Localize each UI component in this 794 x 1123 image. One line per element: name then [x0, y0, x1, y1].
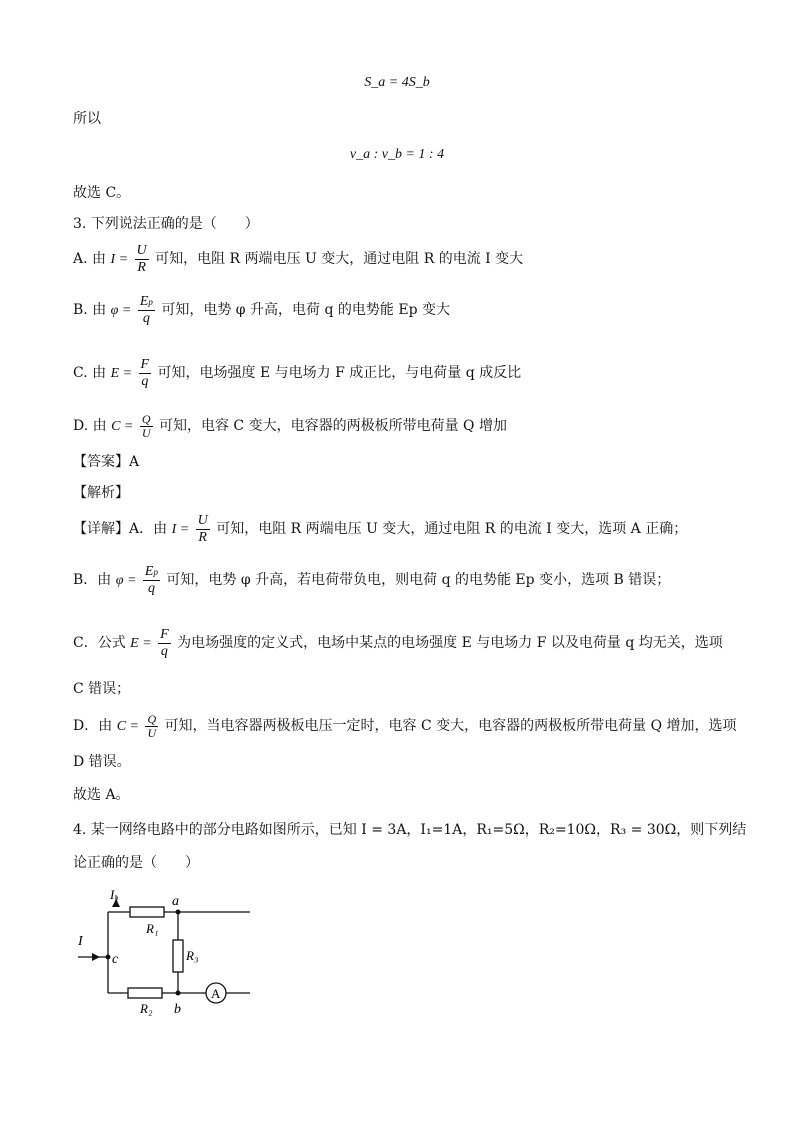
resistor-r2 — [128, 988, 162, 998]
detail-d-continued: D 错误。 — [73, 754, 131, 770]
detail-a-formula-lhs: I = — [171, 522, 190, 537]
detail-c-formula-lhs: E = — [130, 636, 152, 651]
answer-label: 【答案】A — [73, 454, 140, 470]
option-c-formula-lhs: E = — [110, 366, 133, 381]
option-d-formula-lhs: C = — [111, 419, 134, 434]
circuit-diagram — [70, 885, 260, 1030]
q3-stem: 3. 下列说法正确的是（ ） — [73, 216, 259, 232]
fraction-ep-over-q: $\frac{Ep}{q}$ — [139, 293, 153, 326]
detail-d — [73, 708, 737, 744]
resistor-r1 — [130, 907, 164, 917]
resistor-r3 — [173, 940, 183, 972]
text-suoyi: 所以 — [73, 111, 101, 127]
detail-a-prefix: 【详解】A．由 — [73, 521, 168, 537]
detail-b-text: 可知，电势 φ 升高，若电荷带负电，则电荷 q 的电势能 Ep 变小，选项 B 错误； — [166, 572, 671, 588]
option-b-text: 可知，电势 φ 升高，电荷 q 的电势能 Ep 变大 — [161, 302, 450, 318]
detail-a — [73, 510, 687, 548]
q3-option-a — [73, 240, 523, 278]
label-b: b — [174, 1002, 181, 1017]
detail-d-formula-lhs: C = — [116, 719, 139, 734]
q4-stem: 4. 某一网络电路中的部分电路如图所示，已知 I = 3A，I₁=1A，R₁=5Ω，R₂=10Ω，R₃ = 30Ω，则下列结 — [73, 822, 747, 838]
detail-fraction-u-over-r: $\frac{U}{R}$ — [197, 512, 208, 545]
label-i1: I₁ — [110, 887, 119, 902]
label-r1: R₁ — [146, 921, 159, 936]
detail-fraction-q-over-u: $\frac{Q}{U}$ — [147, 711, 157, 740]
detail-c-continued: C 错误； — [73, 681, 131, 697]
option-d-text: 可知，电容 C 变大，电容器的两极板所带电荷量 Q 增加 — [158, 418, 507, 434]
node-c — [106, 955, 111, 960]
detail-c-prefix: C．公式 — [73, 635, 126, 651]
detail-b — [73, 561, 670, 599]
equation-velocity-ratio: v_a : v_b = 1 : 4 — [349, 147, 445, 162]
fraction-u-over-r: $\frac{U}{R}$ — [136, 242, 147, 275]
q3-option-b — [73, 291, 450, 329]
final-answer-q3: 故选 A。 — [73, 787, 130, 803]
option-a-prefix: A. 由 — [73, 251, 107, 267]
node-b — [176, 991, 181, 996]
current-arrow — [92, 953, 100, 961]
option-c-prefix: C. 由 — [73, 365, 107, 381]
option-a-formula-lhs: I = — [110, 252, 129, 267]
label-r2: R₂ — [140, 1001, 153, 1016]
label-ammeter: A — [211, 986, 221, 1001]
option-b-prefix: B. 由 — [73, 302, 107, 318]
option-d-prefix: D. 由 — [73, 418, 107, 434]
detail-a-text: 可知，电阻 R 两端电压 U 变大，通过电阻 R 的电流 I 变大，选项 A 正确； — [216, 521, 688, 537]
fraction-f-over-q: $\frac{F}{q}$ — [140, 356, 150, 389]
option-a-text: 可知，电阻 R 两端电压 U 变大，通过电阻 R 的电流 I 变大 — [155, 251, 524, 267]
label-i: I — [78, 934, 83, 949]
label-a: a — [172, 894, 179, 909]
label-r3: R₃ — [186, 948, 199, 963]
detail-d-prefix: D．由 — [73, 718, 113, 734]
detail-c-text: 为电场强度的定义式，电场中某点的电场强度 E 与电场力 F 以及电荷量 q 均无关，选项 — [177, 635, 723, 651]
detail-fraction-ep-over-q: $\frac{Ep}{q}$ — [144, 563, 158, 596]
equation-area-ratio: S_a = 4S_b — [364, 75, 430, 90]
q4-stem-continued: 论正确的是（ ） — [73, 855, 199, 871]
detail-b-prefix: B．由 — [73, 572, 112, 588]
detail-fraction-f-over-q: $\frac{F}{q}$ — [160, 626, 169, 659]
option-c-text: 可知，电场强度 E 与电场力 F 成正比，与电荷量 q 成反比 — [157, 365, 522, 381]
detail-d-text: 可知，当电容器两极板电压一定时，电容 C 变大，电容器的两极板所带电荷量 Q 增加，选项 — [164, 718, 737, 734]
q3-option-c — [73, 354, 521, 392]
fraction-q-over-u: $\frac{Q}{U}$ — [141, 411, 151, 440]
detail-b-formula-lhs: φ = — [115, 573, 137, 588]
option-b-formula-lhs: φ = — [110, 303, 132, 318]
previous-answer: 故选 C。 — [73, 185, 131, 201]
node-a — [176, 910, 181, 915]
analysis-label: 【解析】 — [73, 485, 129, 501]
label-c: c — [112, 952, 119, 967]
q3-option-d — [73, 408, 507, 444]
detail-c — [73, 624, 723, 662]
